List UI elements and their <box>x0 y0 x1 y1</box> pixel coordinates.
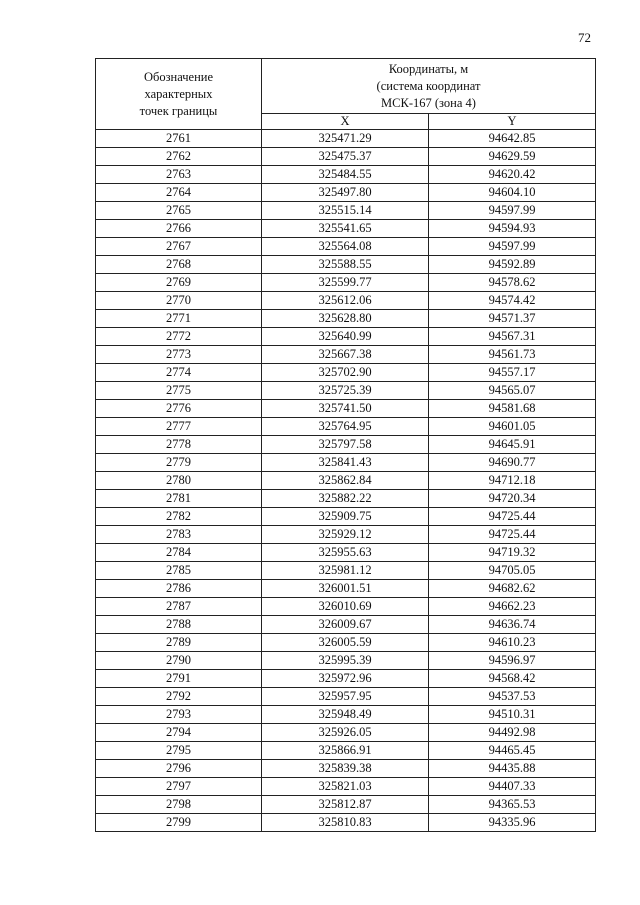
x-coordinate-cell: 325882.22 <box>262 490 429 508</box>
y-coordinate-cell: 94642.85 <box>429 130 596 148</box>
table-row <box>96 454 596 472</box>
x-coordinate-cell: 325810.83 <box>262 814 429 832</box>
y-coordinate-cell: 94712.18 <box>429 472 596 490</box>
y-coordinate-cell: 94720.34 <box>429 490 596 508</box>
x-coordinate-cell: 325667.38 <box>262 346 429 364</box>
x-coordinate-cell: 325841.43 <box>262 454 429 472</box>
table-row <box>96 796 596 814</box>
x-coordinate-cell: 325948.49 <box>262 706 429 724</box>
point-id-cell: 2787 <box>96 598 262 616</box>
point-id-cell: 2779 <box>96 454 262 472</box>
y-coordinate-cell: 94537.53 <box>429 688 596 706</box>
x-coordinate-cell: 325599.77 <box>262 274 429 292</box>
point-id-cell: 2778 <box>96 436 262 454</box>
table-row <box>96 742 596 760</box>
x-coordinate-cell: 325972.96 <box>262 670 429 688</box>
y-coordinate-cell: 94581.68 <box>429 400 596 418</box>
table-row <box>96 364 596 382</box>
point-id-cell: 2782 <box>96 508 262 526</box>
y-coordinate-cell: 94725.44 <box>429 526 596 544</box>
x-coordinate-cell: 325564.08 <box>262 238 429 256</box>
x-coordinate-cell: 325497.80 <box>262 184 429 202</box>
point-id-cell: 2761 <box>96 130 262 148</box>
point-id-cell: 2793 <box>96 706 262 724</box>
table-row <box>96 472 596 490</box>
table-row <box>96 328 596 346</box>
table-row <box>96 526 596 544</box>
table-row <box>96 436 596 454</box>
x-coordinate-cell: 325475.37 <box>262 148 429 166</box>
table-row <box>96 166 596 184</box>
y-coordinate-cell: 94682.62 <box>429 580 596 598</box>
point-id-cell: 2771 <box>96 310 262 328</box>
x-coordinate-cell: 326005.59 <box>262 634 429 652</box>
y-coordinate-cell: 94604.10 <box>429 184 596 202</box>
point-id-cell: 2781 <box>96 490 262 508</box>
header-y: Y <box>429 114 596 130</box>
x-coordinate-cell: 325471.29 <box>262 130 429 148</box>
point-id-cell: 2780 <box>96 472 262 490</box>
x-coordinate-cell: 325541.65 <box>262 220 429 238</box>
table-row <box>96 544 596 562</box>
table-row <box>96 130 596 148</box>
x-coordinate-cell: 325839.38 <box>262 760 429 778</box>
y-coordinate-cell: 94705.05 <box>429 562 596 580</box>
y-coordinate-cell: 94725.44 <box>429 508 596 526</box>
y-coordinate-cell: 94435.88 <box>429 760 596 778</box>
point-id-cell: 2762 <box>96 148 262 166</box>
table-row <box>96 418 596 436</box>
x-coordinate-cell: 325866.91 <box>262 742 429 760</box>
y-coordinate-cell: 94629.59 <box>429 148 596 166</box>
header-point-line: Обозначение <box>143 69 214 84</box>
x-coordinate-cell: 325764.95 <box>262 418 429 436</box>
x-coordinate-cell: 325926.05 <box>262 724 429 742</box>
table-row <box>96 184 596 202</box>
point-id-cell: 2798 <box>96 796 262 814</box>
y-coordinate-cell: 94636.74 <box>429 616 596 634</box>
table-row <box>96 508 596 526</box>
point-id-cell: 2794 <box>96 724 262 742</box>
point-id-cell: 2769 <box>96 274 262 292</box>
header-x: X <box>262 114 429 130</box>
y-coordinate-cell: 94407.33 <box>429 778 596 796</box>
x-coordinate-cell: 325628.80 <box>262 310 429 328</box>
x-coordinate-cell: 325862.84 <box>262 472 429 490</box>
y-coordinate-cell: 94592.89 <box>429 256 596 274</box>
y-coordinate-cell: 94578.62 <box>429 274 596 292</box>
x-coordinate-cell: 326010.69 <box>262 598 429 616</box>
table-row <box>96 274 596 292</box>
table-row <box>96 400 596 418</box>
table-row <box>96 346 596 364</box>
x-coordinate-cell: 325957.95 <box>262 688 429 706</box>
x-coordinate-cell: 325797.58 <box>262 436 429 454</box>
point-id-cell: 2765 <box>96 202 262 220</box>
table-row <box>96 634 596 652</box>
y-coordinate-cell: 94465.45 <box>429 742 596 760</box>
table-row <box>96 814 596 832</box>
table-row <box>96 616 596 634</box>
y-coordinate-cell: 94567.31 <box>429 328 596 346</box>
header-coords-line: МСК-167 (зона 4) <box>381 95 476 110</box>
y-coordinate-cell: 94662.23 <box>429 598 596 616</box>
point-id-cell: 2767 <box>96 238 262 256</box>
table-row <box>96 706 596 724</box>
header-coords-line: (система координат <box>376 78 481 93</box>
table-row <box>96 760 596 778</box>
x-coordinate-cell: 325995.39 <box>262 652 429 670</box>
page-number: 72 <box>578 30 591 45</box>
table-row <box>96 670 596 688</box>
point-id-cell: 2763 <box>96 166 262 184</box>
y-coordinate-cell: 94492.98 <box>429 724 596 742</box>
point-id-cell: 2796 <box>96 760 262 778</box>
point-id-cell: 2768 <box>96 256 262 274</box>
y-coordinate-cell: 94594.93 <box>429 220 596 238</box>
point-id-cell: 2766 <box>96 220 262 238</box>
y-coordinate-cell: 94597.99 <box>429 238 596 256</box>
x-coordinate-cell: 325955.63 <box>262 544 429 562</box>
point-id-cell: 2788 <box>96 616 262 634</box>
table-row <box>96 292 596 310</box>
point-id-cell: 2789 <box>96 634 262 652</box>
table-row <box>96 202 596 220</box>
table-header-row <box>96 59 596 114</box>
y-coordinate-cell: 94574.42 <box>429 292 596 310</box>
table-row <box>96 778 596 796</box>
table-row <box>96 580 596 598</box>
header-point-designation <box>96 59 262 130</box>
table-row <box>96 310 596 328</box>
table-row <box>96 652 596 670</box>
x-coordinate-cell: 325929.12 <box>262 526 429 544</box>
x-coordinate-cell: 325812.87 <box>262 796 429 814</box>
y-coordinate-cell: 94568.42 <box>429 670 596 688</box>
x-coordinate-cell: 325725.39 <box>262 382 429 400</box>
y-coordinate-cell: 94620.42 <box>429 166 596 184</box>
y-coordinate-cell: 94610.23 <box>429 634 596 652</box>
table-row <box>96 688 596 706</box>
y-coordinate-cell: 94335.96 <box>429 814 596 832</box>
y-coordinate-cell: 94719.32 <box>429 544 596 562</box>
table-row <box>96 148 596 166</box>
y-coordinate-cell: 94365.53 <box>429 796 596 814</box>
table-row <box>96 256 596 274</box>
header-point-line: характерных <box>144 86 213 101</box>
y-coordinate-cell: 94510.31 <box>429 706 596 724</box>
x-coordinate-cell: 325821.03 <box>262 778 429 796</box>
table-row <box>96 220 596 238</box>
header-coords-line: Координаты, м <box>388 61 469 76</box>
point-id-cell: 2785 <box>96 562 262 580</box>
y-coordinate-cell: 94557.17 <box>429 364 596 382</box>
point-id-cell: 2775 <box>96 382 262 400</box>
coordinates-table <box>95 58 596 832</box>
x-coordinate-cell: 325612.06 <box>262 292 429 310</box>
point-id-cell: 2790 <box>96 652 262 670</box>
table-row <box>96 598 596 616</box>
point-id-cell: 2791 <box>96 670 262 688</box>
point-id-cell: 2786 <box>96 580 262 598</box>
table-body <box>96 130 596 832</box>
point-id-cell: 2797 <box>96 778 262 796</box>
x-coordinate-cell: 325981.12 <box>262 562 429 580</box>
table-row <box>96 238 596 256</box>
y-coordinate-cell: 94597.99 <box>429 202 596 220</box>
header-point-line: точек границы <box>139 103 218 118</box>
point-id-cell: 2764 <box>96 184 262 202</box>
y-coordinate-cell: 94601.05 <box>429 418 596 436</box>
x-coordinate-cell: 325588.55 <box>262 256 429 274</box>
y-coordinate-cell: 94596.97 <box>429 652 596 670</box>
x-coordinate-cell: 325702.90 <box>262 364 429 382</box>
x-coordinate-cell: 326009.67 <box>262 616 429 634</box>
point-id-cell: 2799 <box>96 814 262 832</box>
x-coordinate-cell: 326001.51 <box>262 580 429 598</box>
point-id-cell: 2772 <box>96 328 262 346</box>
y-coordinate-cell: 94571.37 <box>429 310 596 328</box>
table-row <box>96 382 596 400</box>
header-coordinates <box>262 59 596 114</box>
y-coordinate-cell: 94645.91 <box>429 436 596 454</box>
y-coordinate-cell: 94690.77 <box>429 454 596 472</box>
point-id-cell: 2783 <box>96 526 262 544</box>
x-coordinate-cell: 325741.50 <box>262 400 429 418</box>
point-id-cell: 2773 <box>96 346 262 364</box>
x-coordinate-cell: 325484.55 <box>262 166 429 184</box>
y-coordinate-cell: 94565.07 <box>429 382 596 400</box>
point-id-cell: 2770 <box>96 292 262 310</box>
point-id-cell: 2774 <box>96 364 262 382</box>
table-row <box>96 724 596 742</box>
point-id-cell: 2792 <box>96 688 262 706</box>
point-id-cell: 2784 <box>96 544 262 562</box>
x-coordinate-cell: 325640.99 <box>262 328 429 346</box>
table-row <box>96 490 596 508</box>
point-id-cell: 2795 <box>96 742 262 760</box>
x-coordinate-cell: 325909.75 <box>262 508 429 526</box>
y-coordinate-cell: 94561.73 <box>429 346 596 364</box>
point-id-cell: 2776 <box>96 400 262 418</box>
x-coordinate-cell: 325515.14 <box>262 202 429 220</box>
table-row <box>96 562 596 580</box>
point-id-cell: 2777 <box>96 418 262 436</box>
